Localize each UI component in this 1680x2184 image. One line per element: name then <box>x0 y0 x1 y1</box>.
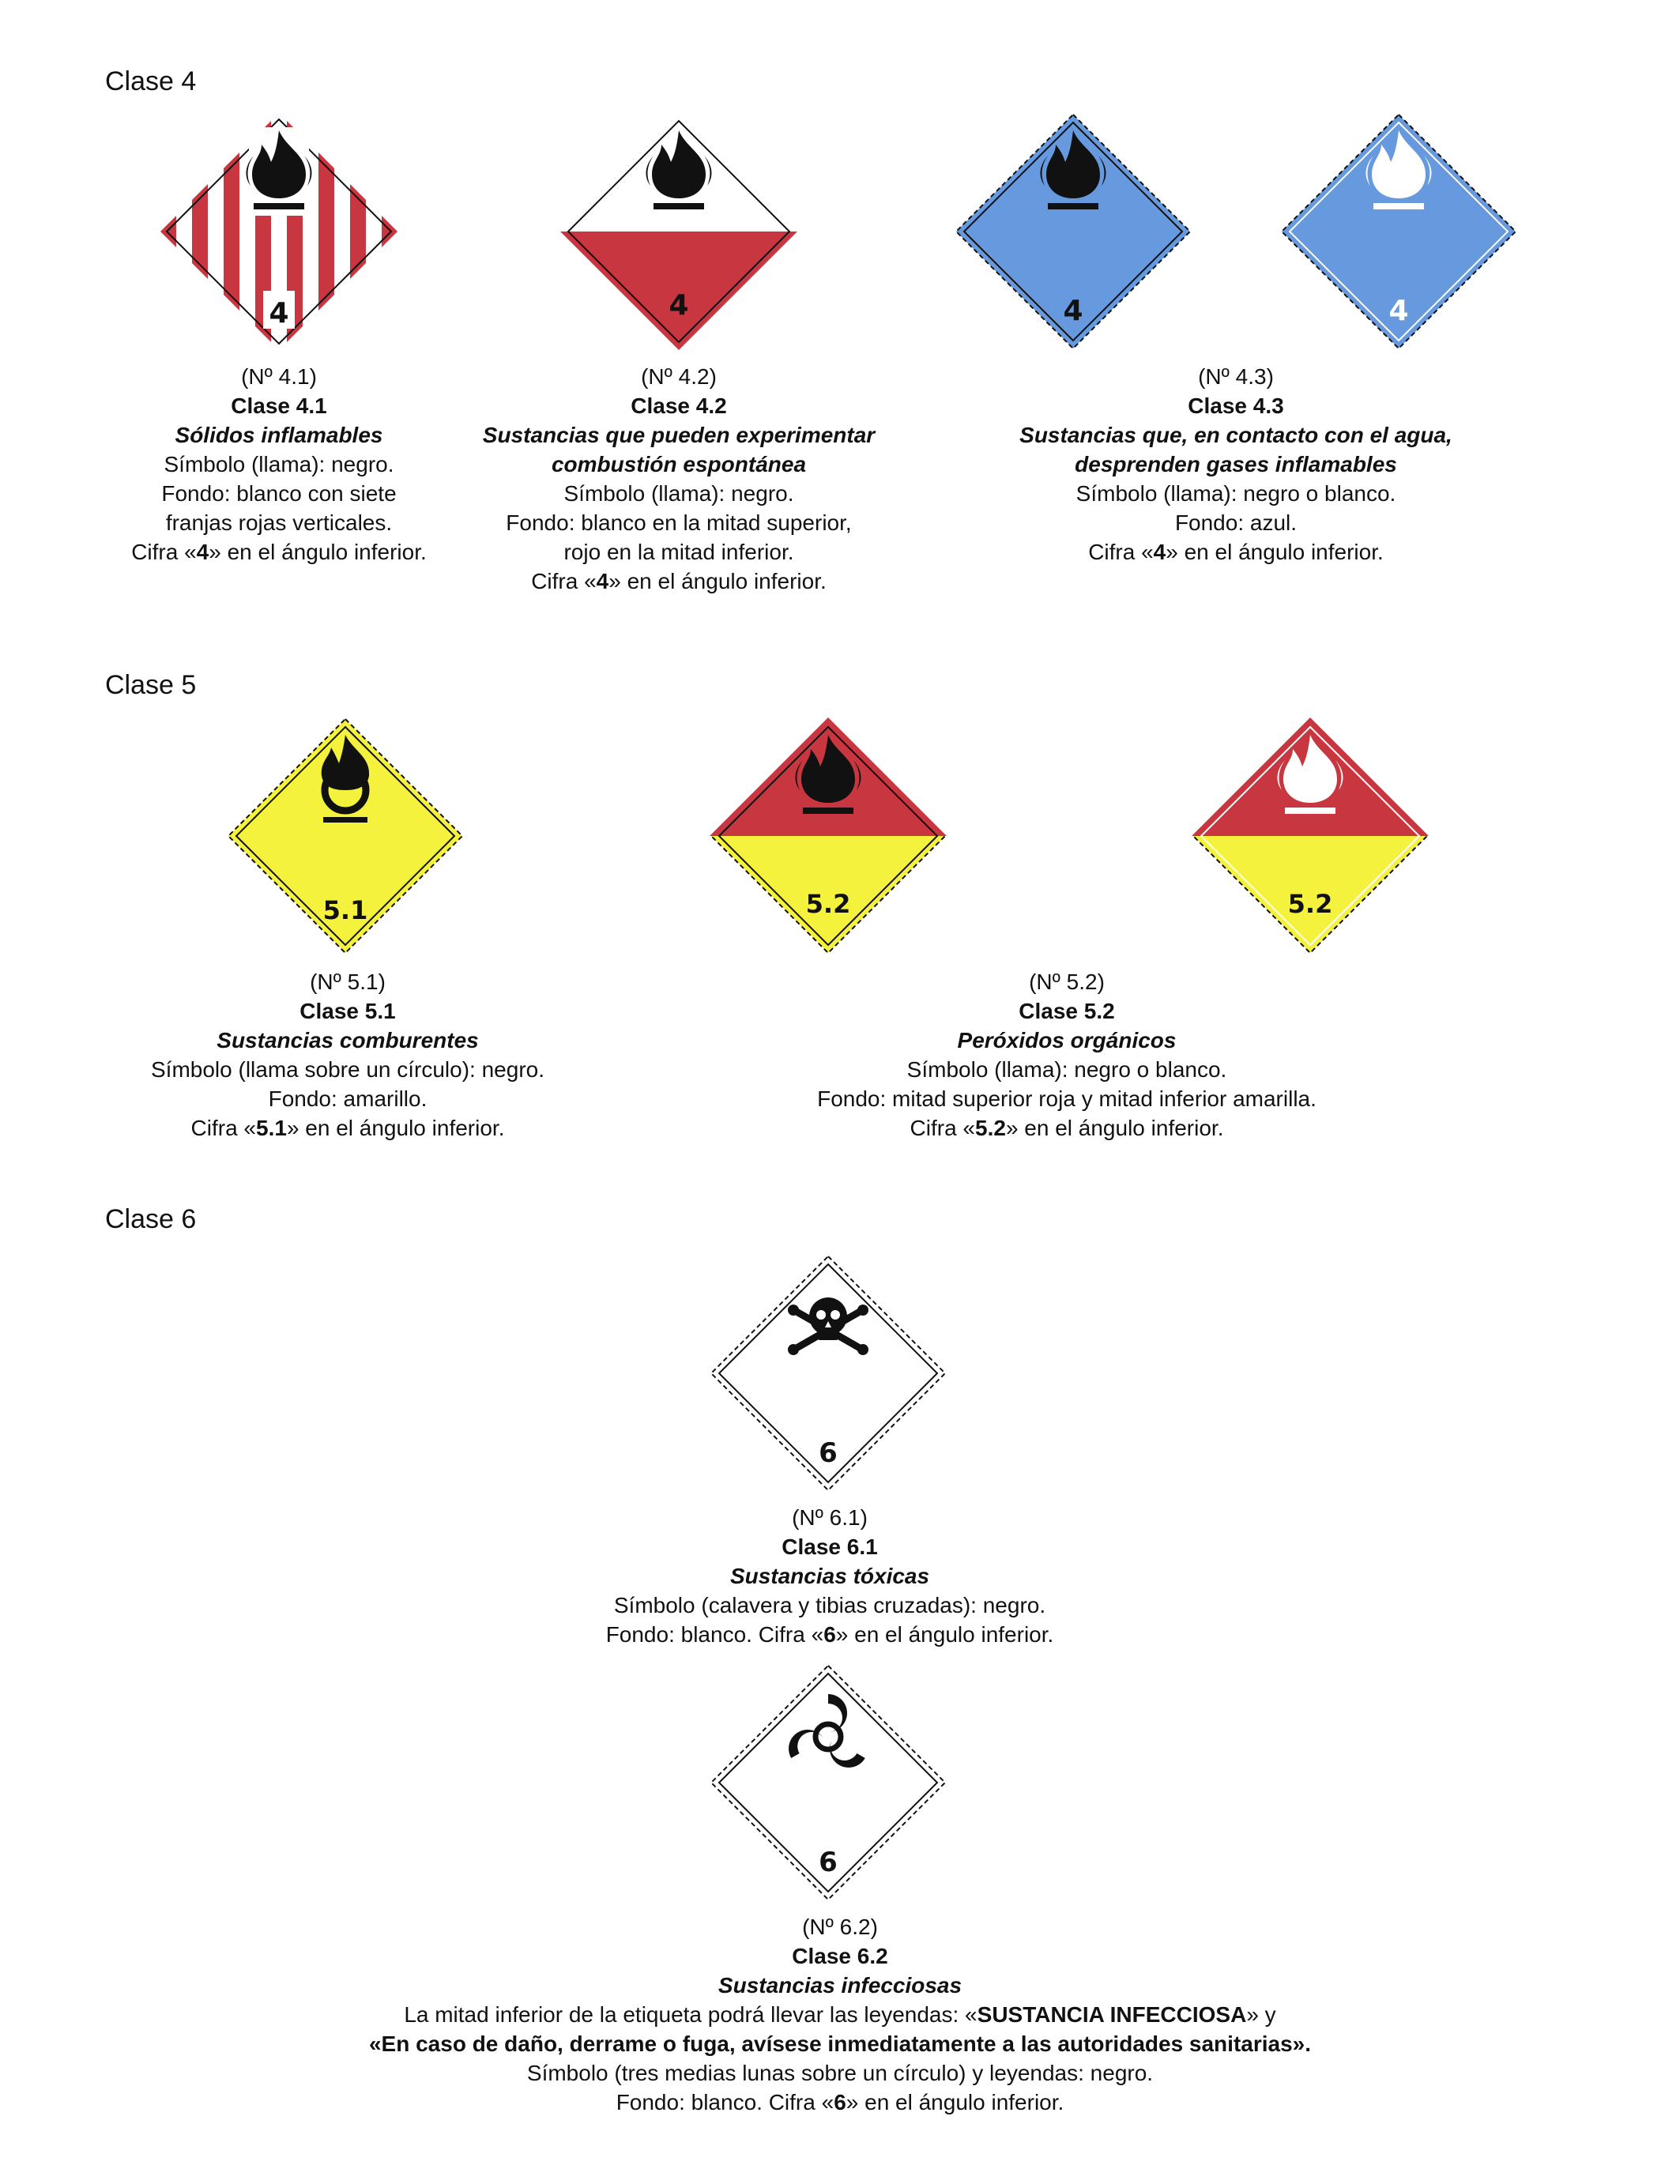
hazard-label-6-2 <box>710 1664 947 1901</box>
class-number: 4 <box>1063 295 1083 327</box>
hazard-label-4-1 <box>160 113 397 350</box>
hazard-label-5-1 <box>227 717 464 955</box>
class-number: 4 <box>1388 295 1409 327</box>
class-number: 5.1 <box>322 895 368 925</box>
class-number: 5.2 <box>805 889 851 919</box>
caption-6-2: (Nº 6.2) Clase 6.2 Sustancias infecciosas La mitad inferior de la etiqueta podrá llevar las leyendas: «SUSTANCIA INFECCIOSA» y «En caso de daño, derrame o fuga, avísese inmediatamente a las autoridades sanitarias». Símbolo (tres medias lunas sobre un círculo) y leyendas: negro. Fondo: blanco. Cifra «6» en el ángulo inferior. <box>368 1915 1312 2114</box>
hazard-label-6-1 <box>710 1255 947 1492</box>
class-number: 6 <box>819 1437 838 1469</box>
caption-4-2: (Nº 4.2) Clase 4.2 Sustancias que pueden experimentar combustión espontánea Símbolo (llama): negro. Fondo: blanco en la mitad superior, rojo en la mitad inferior. Cifra «4» en el ángulo inferior. <box>482 364 876 593</box>
section-heading-class-5: Clase 5 <box>105 670 197 700</box>
hazard-label-4-2 <box>560 113 797 350</box>
caption-6-1: (Nº 6.1) Clase 6.1 Sustancias tóxicas Símbolo (calavera y tibias cruzadas): negro. Fondo: blanco. Cifra «6» en el ángulo inferior. <box>605 1505 1054 1647</box>
class-number: 5.2 <box>1287 889 1333 919</box>
caption-5-2: (Nº 5.2) Clase 5.2 Peróxidos orgánicos Símbolo (llama): negro o blanco. Fondo: mitad superior roja y mitad inferior amarilla. Cifra «5.2» en el ángulo inferior. <box>817 970 1317 1140</box>
section-heading-class-4: Clase 4 <box>105 66 197 96</box>
hazard-label-5-2-white <box>1192 717 1429 955</box>
caption-4-1: (Nº 4.1) Clase 4.1 Sólidos inflamables Símbolo (llama): negro. Fondo: blanco con siete franjas rojas verticales. Cifra «4» en el ángulo inferior. <box>131 364 427 564</box>
section-heading-class-6: Clase 6 <box>105 1204 197 1234</box>
class-number: 6 <box>819 1847 838 1878</box>
class-number: 4 <box>269 297 289 329</box>
class-number: 4 <box>669 289 689 322</box>
caption-4-3: (Nº 4.3) Clase 4.3 Sustancias que, en contacto con el agua, desprenden gases inflamables Símbolo (llama): negro o blanco. Fondo: azul. Cifra «4» en el ángulo inferior. <box>1019 364 1452 564</box>
hazard-label-4-3-white <box>1280 113 1517 350</box>
hazard-label-4-3-black <box>955 113 1192 350</box>
caption-5-1: (Nº 5.1) Clase 5.1 Sustancias comburentes Símbolo (llama sobre un círculo): negro. Fondo: amarillo. Cifra «5.1» en el ángulo inferior. <box>151 970 544 1140</box>
hazard-label-5-2-black <box>710 717 947 955</box>
